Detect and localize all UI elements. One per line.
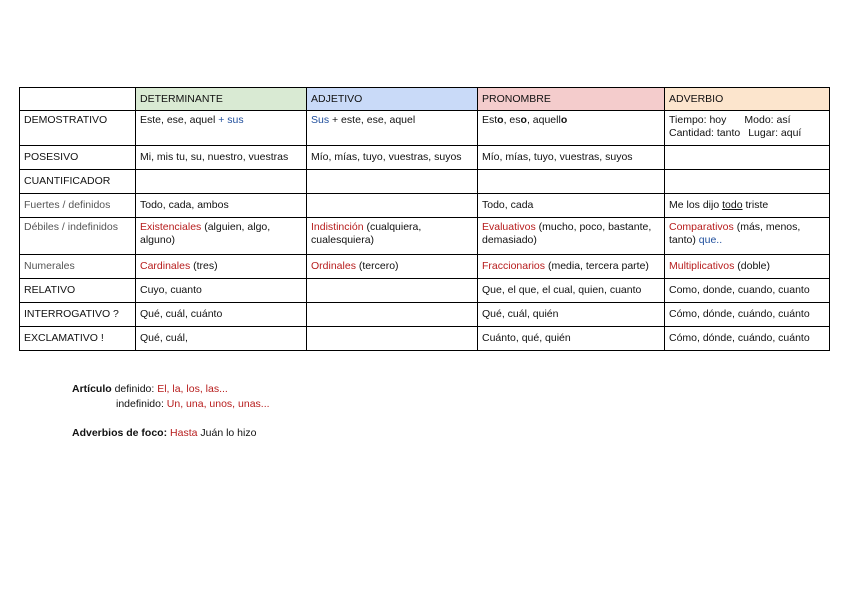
row-label: POSESIVO (20, 146, 136, 170)
text: (mucho, poco, bastante, demasiado) (482, 221, 652, 246)
text: (tres) (190, 260, 218, 273)
row-label: EXCLAMATIVO ! (20, 327, 136, 351)
header-empty-cell (20, 88, 136, 111)
text: (más, menos, tanto) (669, 221, 801, 246)
cell-adverbio (665, 194, 830, 218)
header-determinante: DETERMINANTE (136, 88, 307, 111)
text: (cualquiera, cualesquiera) (311, 221, 422, 246)
text: triste (742, 199, 769, 212)
row-label: INTERROGATIVO ? (20, 303, 136, 327)
cell-pronombre (478, 218, 665, 255)
row-label: DEMOSTRATIVO (20, 111, 136, 146)
underlined-word: todo (722, 199, 743, 212)
text: (tercero) (355, 260, 399, 273)
adverbios-foco-line (72, 426, 270, 441)
text: Este, ese, aquel (140, 114, 216, 126)
text: , aquell (526, 114, 561, 126)
highlight-text: que.. (698, 233, 723, 246)
cell-adverbio: Cómo, dónde, cuándo, cuánto (665, 303, 830, 327)
row-exclamativo (20, 327, 830, 351)
cell-determinante: Cuyo, cuanto (136, 279, 307, 303)
cell-pronombre: Que, el que, el cual, quien, cuanto (478, 279, 665, 303)
cell-pronombre: Qué, cuál, quién (478, 303, 665, 327)
text: , es (503, 114, 521, 126)
text: Est (482, 114, 498, 126)
highlight-text: sus (227, 114, 244, 126)
header-adjetivo: ADJETIVO (307, 88, 478, 111)
cell-determinante (136, 111, 307, 146)
notes-section (72, 382, 270, 441)
foco-label: Adverbios de foco: (72, 427, 168, 439)
category-term: Cardinales (140, 260, 191, 273)
row-relativo (20, 279, 830, 303)
definido-label: definido: (111, 383, 158, 395)
category-term: Fraccionarios (482, 260, 546, 273)
adverb-tiempo: Tiempo: hoy (669, 114, 727, 126)
articulo-indefinido-line (72, 397, 270, 412)
cell-adjetivo (307, 279, 478, 303)
bold-ending: o (560, 114, 568, 126)
row-demostrativo (20, 111, 830, 146)
cell-determinante: Qué, cuál, (136, 327, 307, 351)
cell-pronombre: Todo, cada (478, 194, 665, 218)
cell-adverbio: Cómo, dónde, cuándo, cuánto (665, 327, 830, 351)
text: (doble) (734, 260, 770, 273)
cell-pronombre: Cuánto, qué, quién (478, 327, 665, 351)
indefinido-label: indefinido: (116, 398, 167, 410)
cell-adverbio (665, 255, 830, 279)
cell-adjetivo (307, 218, 478, 255)
header-adverbio: ADVERBIO (665, 88, 830, 111)
row-cuantificador (20, 170, 830, 194)
row-interrogativo (20, 303, 830, 327)
text: + este, ese, aquel (329, 114, 416, 126)
cell-determinante: Todo, cada, ambos (136, 194, 307, 218)
cell-determinante (136, 255, 307, 279)
cell-adverbio (665, 111, 830, 146)
cell-adjetivo (307, 170, 478, 194)
definido-value: El, la, los, las... (157, 383, 228, 395)
adverb-lugar: Lugar: aquí (748, 126, 802, 139)
text: Me los dijo (669, 199, 723, 212)
cell-pronombre (478, 111, 665, 146)
category-term: Multiplicativos (669, 260, 735, 273)
articulo-label: Artículo (72, 383, 112, 395)
grammar-table (19, 87, 830, 351)
row-label: RELATIVO (20, 279, 136, 303)
adverb-modo: Modo: así (744, 114, 791, 126)
cell-adverbio: Como, donde, cuando, cuanto (665, 279, 830, 303)
cell-adjetivo (307, 111, 478, 146)
adverb-line (669, 127, 825, 140)
adverb-cantidad: Cantidad: tanto (669, 126, 741, 139)
bold-ending: o (497, 114, 504, 126)
category-term: Existenciales (140, 221, 202, 233)
cell-adjetivo (307, 303, 478, 327)
cell-adverbio (665, 170, 830, 194)
row-label: CUANTIFICADOR (20, 170, 136, 194)
row-posesivo (20, 146, 830, 170)
row-numerales (20, 255, 830, 279)
category-term: Comparativos (669, 221, 734, 233)
foco-rest: Juán lo hizo (197, 427, 257, 439)
cell-adjetivo: Mío, mías, tuyo, vuestras, suyos (307, 146, 478, 170)
cell-adverbio (665, 146, 830, 170)
header-pronombre: PRONOMBRE (478, 88, 665, 111)
indefinido-value: Un, una, unos, unas... (166, 398, 270, 410)
adverb-line (669, 114, 825, 127)
plus-sign: + (215, 114, 228, 126)
cell-determinante (136, 170, 307, 194)
header-row (20, 88, 830, 111)
row-label: Numerales (20, 255, 136, 279)
category-term: Indistinción (311, 221, 364, 233)
highlight-text: Sus (311, 114, 330, 126)
cell-adjetivo (307, 194, 478, 218)
cell-determinante (136, 218, 307, 255)
cell-adverbio (665, 218, 830, 255)
foco-highlight: Hasta (170, 427, 198, 439)
bold-ending: o (520, 114, 527, 126)
row-fuertes (20, 194, 830, 218)
category-term: Evaluativos (482, 221, 536, 233)
cell-pronombre (478, 170, 665, 194)
row-debiles (20, 218, 830, 255)
cell-pronombre: Mío, mías, tuyo, vuestras, suyos (478, 146, 665, 170)
text: (alguien, algo, alguno) (140, 221, 271, 246)
row-label: Débiles / indefinidos (20, 218, 136, 255)
articulo-definido-line (72, 382, 270, 397)
category-term: Ordinales (311, 260, 356, 273)
cell-determinante: Qué, cuál, cuánto (136, 303, 307, 327)
row-label: Fuertes / definidos (20, 194, 136, 218)
text: (media, tercera parte) (545, 260, 649, 273)
cell-pronombre (478, 255, 665, 279)
cell-adjetivo (307, 327, 478, 351)
cell-adjetivo (307, 255, 478, 279)
cell-determinante: Mi, mis tu, su, nuestro, vuestras (136, 146, 307, 170)
